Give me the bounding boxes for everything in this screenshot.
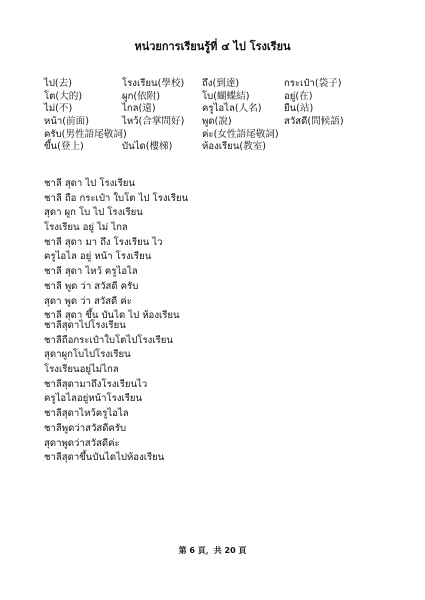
vocab-item: บันได(樓梯)	[122, 141, 173, 153]
sentence-line: สุดา พูด ว่า สวัสดี ค่ะ	[44, 295, 132, 307]
vocab-item: ไกล(遠)	[122, 103, 156, 115]
joined-sentence-line: สุดาพูดว่าสวัสดีค่ะ	[44, 437, 120, 449]
vocab-item: ไหว้(合掌問好)	[122, 116, 185, 128]
vocabulary-list	[44, 78, 384, 154]
vocab-item: โรงเรียน(學校)	[122, 78, 185, 89]
vocab-row	[44, 103, 384, 116]
joined-sentence-line: ชาลีสุดาขึ้นบันไดไปห้องเรียน	[44, 452, 165, 464]
sentence-line: ชาลี สุดา ไป โรงเรียน	[44, 178, 135, 189]
vocab-item: ไป(去)	[44, 78, 72, 89]
page-number-footer: 第 6 頁，共 20 頁	[178, 546, 247, 555]
joined-sentence-line: โรงเรียนอยู่ไม่ไกล	[44, 364, 119, 376]
vocab-item: กระเป๋า(袋子)	[284, 78, 342, 89]
vocab-item: สวัสดี(問候語)	[284, 116, 344, 128]
vocab-item: หน้า(前面)	[44, 116, 89, 128]
vocab-row	[44, 78, 384, 91]
vocab-item: ถึง(到達)	[202, 78, 240, 89]
vocab-item: อยู่(在)	[284, 90, 313, 102]
sentence-line: ชาลี สุดา มา ถึง โรงเรียน ไว	[44, 236, 163, 248]
sentence-line: โรงเรียน อยู่ ไม่ ไกล	[44, 222, 128, 234]
vocab-item: ขึ้น(登上)	[44, 141, 84, 153]
vocab-row	[44, 129, 384, 142]
vocab-item: ครูไอไล(人名)	[202, 103, 262, 115]
joined-sentences	[44, 319, 384, 466]
sentence-line: สุดา ผูก โบ ไป โรงเรียน	[44, 207, 143, 219]
joined-sentence-line: ชาลีสุดาไปโรงเรียน	[44, 320, 126, 331]
vocab-row	[44, 91, 384, 104]
vocab-item: ครับ(男性語尾敬詞)	[44, 128, 127, 140]
vocab-item: ค่ะ(女性語尾敬詞)	[202, 128, 279, 140]
joined-sentence-line: ครูไอไลอยู่หน้าโรงเรียน	[44, 393, 143, 405]
joined-sentence-line: ชาลีถือกระเป๋าใบโตไปโรงเรียน	[44, 334, 173, 346]
vocab-item: ห้องเรียน(教室)	[202, 141, 267, 153]
vocab-item: ยืน(站)	[284, 103, 314, 115]
sentence-line: ชาลี สุดา ไหว้ ครูไอไล	[44, 266, 138, 278]
joined-sentence-line: ชาลีพูดว่าสวัสดีครับ	[44, 422, 127, 434]
vocab-item: โบ(蝴蝶結)	[202, 90, 250, 102]
vocab-item: พูด(說)	[202, 116, 232, 128]
sentence-line: ชาลี ถือ กระเป๋า ใบโต ไป โรงเรียน	[44, 192, 189, 204]
vocab-row	[44, 141, 384, 154]
joined-sentence-line: ชาลีสุดาไหว้ครูไอไล	[44, 408, 129, 420]
vocab-item: ไม่(不)	[44, 103, 73, 115]
vocab-row	[44, 116, 384, 129]
vocab-item: โต(大的)	[44, 90, 83, 102]
vocab-item: ผูก(依附)	[122, 90, 161, 102]
sentence-line: ชาลี สุดา ขึ้น บันได ไป ห้องเรียน	[44, 310, 180, 322]
spaced-sentences	[44, 177, 384, 324]
joined-sentence-line: ชาลีสุดามาถึงโรงเรียนไว	[44, 378, 148, 390]
joined-sentence-line: สุดาผูกโบไปโรงเรียน	[44, 349, 131, 361]
sentence-line: ครูไอไล อยู่ หน้า โรงเรียน	[44, 251, 152, 263]
sentence-line: ชาลี พูด ว่า สวัสดี ครับ	[44, 280, 139, 292]
lesson-title: หน่วยการเรียนรู้ที่ ๔ ไป โรงเรียน	[134, 40, 291, 53]
